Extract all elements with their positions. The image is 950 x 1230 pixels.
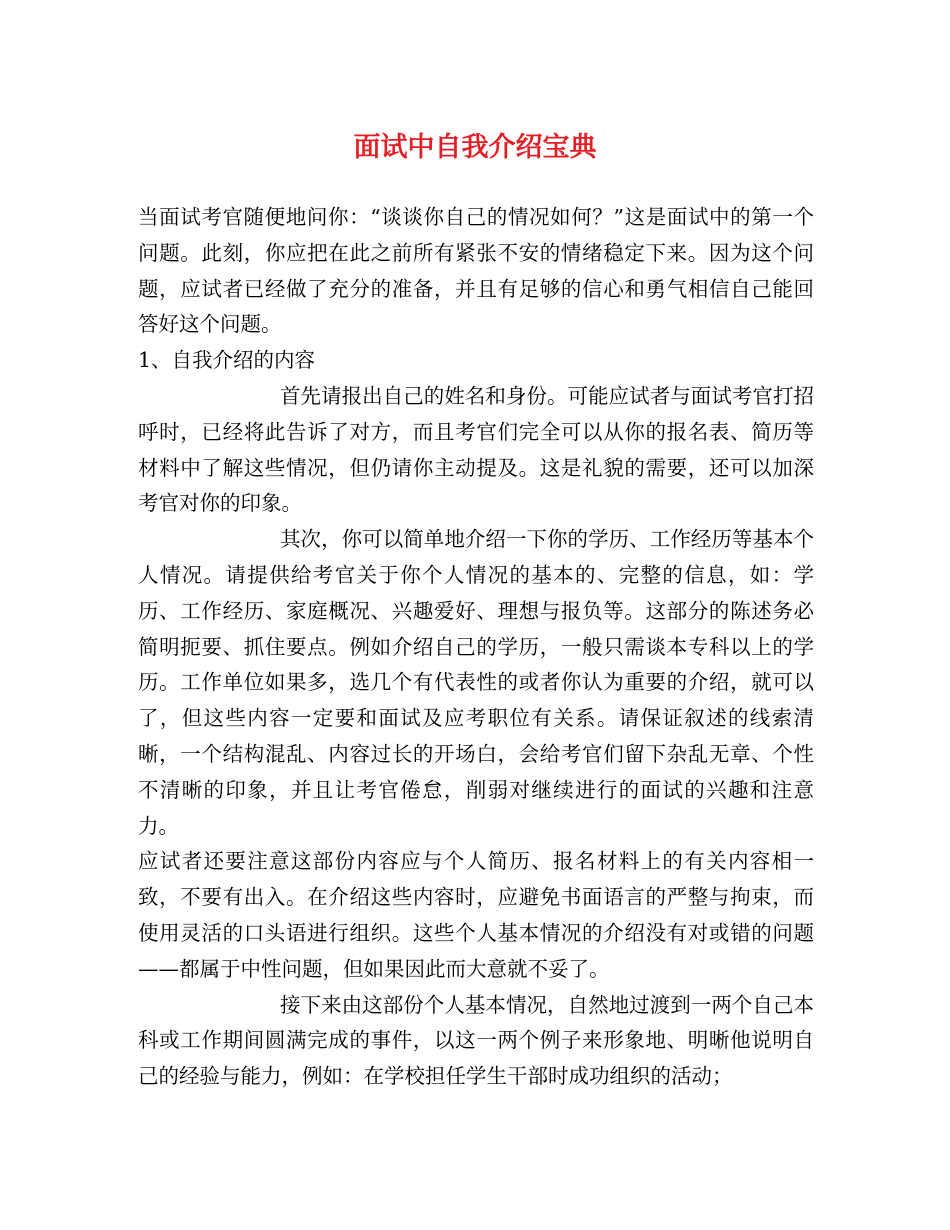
paragraph-consistency: 应试者还要注意这部份内容应与个人简历、报名材料上的有关内容相一致，不要有出入。在介绍这些内容时，应避免书面语言的严整与拘束，而使用灵活的口头语进行组织。这些个人基本情况的介绍没有对或错的问题——都属于中性问题，但如果因此而大意就不妥了。	[138, 849, 814, 981]
paragraph-background: 其次，你可以简单地介绍一下你的学历、工作经历等基本个人情况。请提供给考官关于你个人情况的基本的、完整的信息，如：学历、工作经历、家庭概况、兴趣爱好、理想与报负等。这部分的陈述务必简明扼要、抓住要点。例如介绍自己的学历，一般只需谈本专科以上的学历。工作单位如果多，选几个有代表性的或者你认为重要的介绍，就可以了，但这些内容一定要和面试及应考职位有关系。请保证叙述的线索清晰，一个结构混乱、内容过长的开场白，会给考官们留下杂乱无章、个性不清晰的印象，并且让考官倦怠，削弱对继续进行的面试的兴趣和注意力。	[138, 527, 814, 838]
paragraph-examples: 接下来由这部份个人基本情况，自然地过渡到一两个自己本科或工作期间圆满完成的事件，以这一两个例子来形象地、明晰他说明自己的经验与能力，例如：在学校担任学生干部时成功组织的活动；	[138, 992, 814, 1089]
page-title: 面试中自我介绍宝典	[353, 132, 597, 163]
paragraph-intro: 当面试考官随便地问你：“谈谈你自己的情况如何？”这是面试中的第一个问题。此刻，你应把在此之前所有紧张不安的情绪稳定下来。因为这个问题，应试者已经做了充分的准备，并且有足够的信心和勇气相信自己能回答好这个问题。	[138, 205, 814, 337]
document-body	[138, 200, 814, 1095]
paragraph-name-identity: 首先请报出自己的姓名和身份。可能应试者与面试考官打招呼时，已经将此告诉了对方，而且考官们完全可以从你的报名表、简历等材料中了解这些情况，但仍请你主动提及。这是礼貌的需要，还可以加深考官对你的印象。	[138, 383, 814, 516]
section-heading: 1、自我介绍的内容	[138, 348, 316, 373]
